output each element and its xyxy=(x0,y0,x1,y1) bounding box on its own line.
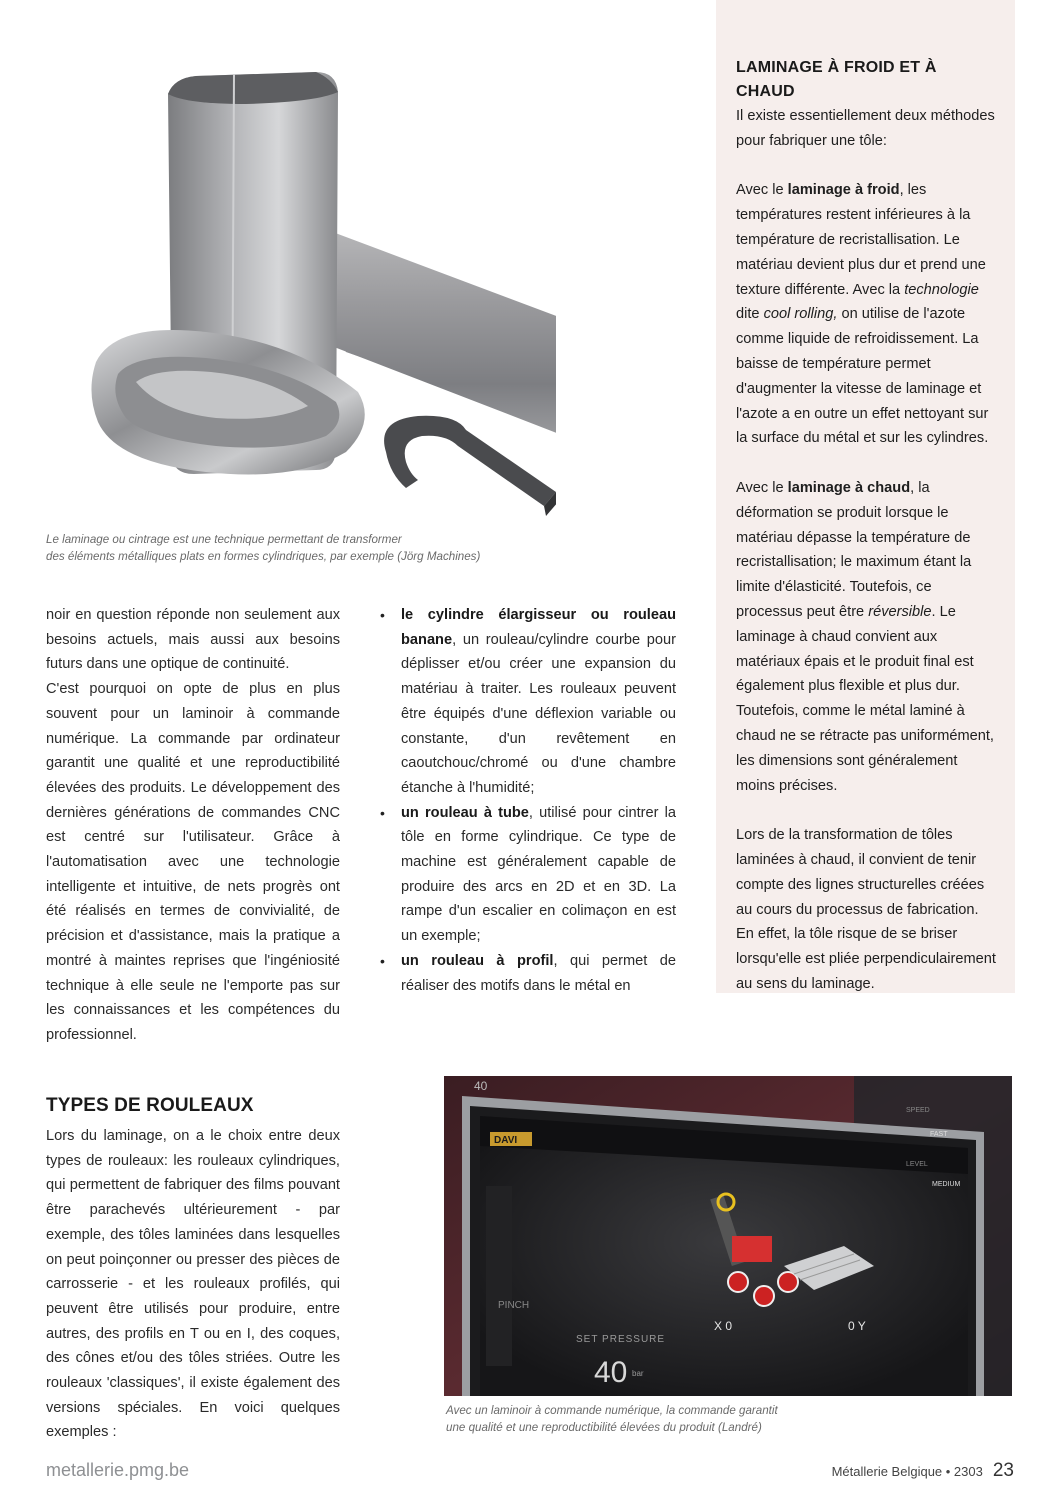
hero-caption: Le laminage ou cintrage est une technique permettant de transformer des éléments métalliques plats en formes cylindriques, par exemple (Jörg Machines) xyxy=(46,533,481,563)
bullet-icon: • xyxy=(380,804,385,821)
sidebar-content xyxy=(736,56,1000,1021)
footer-publication xyxy=(832,1460,1014,1482)
bullet-icon: • xyxy=(380,607,385,623)
y-axis-readout: 0 Y xyxy=(848,1319,866,1333)
list-item: • un rouleau à profil, qui permet de réaliser des motifs dans le métal en xyxy=(380,949,676,998)
footer-website[interactable]: metallerie.pmg.be xyxy=(46,1460,190,1480)
middle-text-column xyxy=(380,603,676,998)
publication-name: Métallerie Belgique • 2303 xyxy=(831,1464,983,1479)
x-axis-readout: X 0 xyxy=(714,1319,733,1333)
pressure-value: 40 xyxy=(594,1356,628,1389)
fast-label: FAST xyxy=(930,1131,948,1138)
page-number: 23 xyxy=(992,1460,1014,1481)
section-heading: TYPES DE ROULEAUX xyxy=(46,1095,254,1116)
roller-types-list xyxy=(380,603,676,998)
pinch-label: PINCH xyxy=(498,1300,530,1311)
list-item: • le cylindre élargisseur ou rouleau banane, un rouleau/cylindre courbe pour déplisser et/ou créer une expansion du matériau à traiter. Les rouleaux peuvent être équipés d'une déflexion variable ou constante, d'un revêtement en caoutchouc/chromé ou d'une chambre étanche à l'humidité; xyxy=(380,603,676,801)
speed-label: SPEED xyxy=(906,1107,930,1114)
left-paragraph-1: noir en question réponde non seulement aux besoins actuels, mais aussi aux besoins futurs dans une optique de continuité. xyxy=(46,607,340,673)
sidebar-intro: Il existe essentiellement deux méthodes pour fabriquer une tôle: xyxy=(736,108,995,149)
set-pressure-label: SET PRESSURE xyxy=(576,1334,666,1345)
sidebar-transformation: Lors de la transformation de tôles laminées à chaud, il convient de tenir compte des lignes structurelles créées au cours du processus de fabrication. En effet, la tôle risque de se briser lorsqu'elle est pliée perpendiculairement au sens du laminage. xyxy=(736,827,996,992)
level-label: LEVEL xyxy=(906,1161,928,1168)
medium-label: MEDIUM xyxy=(932,1181,961,1188)
sidebar-cold-rolling: Avec le laminage à froid, les températures restent inférieures à la température de recristallisation. Le matériau devient plus dur et prend une texture différente. Avec la technologie dite cool rolling, on utilise de l'azote comme liquide de refroidissement. La baisse de température permet d'augmenter la vitesse de laminage et l'azote a en outre un effet nettoyant sur la surface du métal et sur les cylindres. xyxy=(736,182,989,447)
left-paragraph-2: C'est pourquoi on opte de plus en plus souvent pour un laminoir à commande numérique. La commande par ordinateur garantit une qualité et une reproductibilité élevées des produits. Le développement des dernières générations de commandes CNC est centré sur l'utilisateur. Grâce à l'automatisation avec une technologie intelligente et intuitive, de nets progrès ont été réalisés en termes de convivialité, de précision et d'assistance, mais la pratique a montré à maintes reprises que l'ingéniosité technique à elle seule ne l'emporte pas sur les connaissances et les compétences du professionnel. xyxy=(46,681,340,1043)
sidebar-hot-rolling: Avec le laminage à chaud, la déformation se produit lorsque le matériau dépasse la température de recristallisation; le maximum étant la limite d'élasticité. Toutefois, ce processus peut être réversible. Le laminage à chaud convient aux matériaux épais et le produit final est également plus flexible et plus dur. Toutefois, comme le métal laminé à chaud ne se rétracte pas uniformément, les dimensions sont généralement moins précises. xyxy=(736,479,994,794)
top-value: 40 xyxy=(474,1079,488,1093)
metal-tubes-image xyxy=(46,22,556,532)
list-item: • un rouleau à tube, utilisé pour cintrer la tôle en forme cylindrique. Ce type de machine est généralement capable de produire des arcs en 2D et en 3D. La rampe d'un escalier en colimaçon en est un exemple; xyxy=(380,801,676,949)
bullet-icon: • xyxy=(380,952,385,969)
section-body: Lors du laminage, on a le choix entre deux types de rouleaux: les rouleaux cylindriques, qui permettent de fabriquer des films pouvant être parachevés ultérieurement - par exemple, des tôles laminées dans lesquelles on peut poinçonner ou presser des pièces de carrosserie - et les rouleaux profilés, qui peuvent être utilisés pour produire, entre autres, des profils en T ou en I, des coques, des cônes et/ou des tôles striées. Outre les rouleaux 'classiques', il existe également des versions spéciales. En voici quelques exemples : xyxy=(46,1128,340,1441)
cnc-control-screen-image xyxy=(444,1076,1012,1396)
sidebar-title: LAMINAGE À FROID ET À CHAUD xyxy=(736,59,937,100)
left-text-column xyxy=(46,603,340,1048)
pressure-unit: bar xyxy=(632,1369,644,1378)
brand-logo: DAVI xyxy=(494,1135,518,1146)
machine-caption: Avec un laminoir à commande numérique, la commande garantit une qualité et une reproductibilité élevées du produit (Landré) xyxy=(446,1404,778,1434)
